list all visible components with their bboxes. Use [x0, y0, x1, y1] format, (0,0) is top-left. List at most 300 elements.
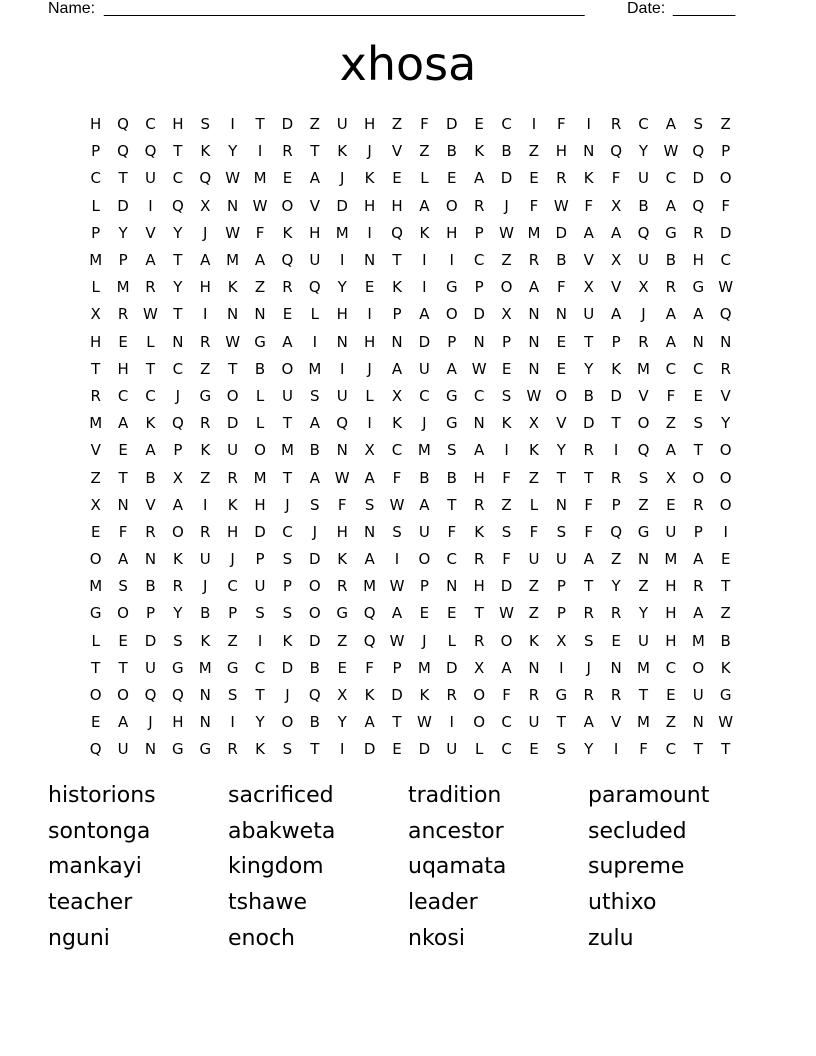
- grid-row: [82, 193, 740, 220]
- grid-letter: U: [665, 522, 677, 541]
- grid-letter: R: [473, 550, 485, 569]
- grid-letter: T: [310, 740, 320, 759]
- grid-letter: M: [198, 658, 212, 677]
- grid-letter: L: [365, 386, 374, 405]
- grid-letter: E: [666, 686, 676, 705]
- grid-letter: F: [611, 169, 621, 188]
- grid-letter: B: [200, 604, 211, 623]
- grid-letter: Y: [584, 740, 594, 759]
- grid-letter: Y: [173, 278, 183, 297]
- grid-letter: A: [665, 115, 677, 134]
- grid-letter: Q: [117, 142, 129, 161]
- grid-row: [82, 682, 740, 709]
- grid-letter: A: [364, 468, 375, 487]
- grid-letter: C: [665, 359, 677, 378]
- grid-letter: Z: [419, 142, 430, 161]
- grid-letter: O: [281, 359, 294, 378]
- grid-letter: D: [610, 386, 622, 405]
- grid-letter: X: [638, 278, 649, 297]
- grid-letter: K: [200, 441, 211, 460]
- grid-letter: E: [556, 332, 567, 351]
- grid-letter: A: [145, 251, 156, 270]
- grid-letter: I: [422, 278, 427, 297]
- grid-letter: K: [145, 414, 156, 433]
- grid-letter: T: [310, 142, 320, 161]
- grid-letter: R: [227, 468, 238, 487]
- grid-letter: O: [445, 196, 458, 215]
- grid-letter: J: [312, 522, 318, 541]
- grid-letter: V: [610, 713, 622, 732]
- grid-letter: Z: [391, 115, 403, 134]
- grid-letter: C: [665, 740, 677, 759]
- grid-letter: N: [144, 550, 157, 569]
- grid-letter: X: [610, 196, 622, 215]
- grid-letter: R: [282, 278, 293, 297]
- word-list-item: sacrificed: [228, 783, 334, 808]
- grid-letter: C: [665, 658, 677, 677]
- grid-letter: O: [500, 631, 513, 650]
- grid-letter: P: [392, 658, 402, 677]
- grid-letter: N: [254, 305, 266, 324]
- grid-letter: Z: [720, 115, 731, 134]
- grid-letter: N: [363, 522, 376, 541]
- grid-letter: H: [254, 495, 266, 514]
- grid-letter: R: [473, 495, 485, 514]
- grid-letter: A: [117, 713, 129, 732]
- grid-row: [82, 247, 740, 274]
- grid-letter: F: [584, 196, 594, 215]
- grid-row: [82, 655, 740, 682]
- grid-letter: T: [392, 713, 402, 732]
- grid-letter: A: [117, 414, 129, 433]
- grid-letter: Y: [228, 142, 238, 161]
- grid-letter: I: [367, 305, 372, 324]
- grid-letter: N: [610, 658, 622, 677]
- grid-letter: F: [420, 115, 429, 134]
- grid-row: [82, 165, 740, 192]
- grid-letter: F: [721, 196, 730, 215]
- grid-letter: R: [583, 686, 594, 705]
- grid-letter: U: [144, 658, 156, 677]
- grid-letter: Q: [281, 251, 294, 270]
- grid-letter: P: [228, 604, 238, 623]
- grid-letter: N: [692, 332, 704, 351]
- grid-letter: T: [638, 686, 649, 705]
- grid-letter: T: [255, 115, 265, 134]
- grid-letter: C: [665, 169, 677, 188]
- grid-letter: I: [203, 305, 208, 324]
- grid-letter: E: [392, 169, 402, 188]
- grid-letter: T: [118, 468, 128, 487]
- grid-letter: C: [638, 115, 649, 134]
- grid-letter: I: [394, 550, 400, 569]
- grid-letter: G: [445, 278, 458, 297]
- grid-letter: O: [418, 550, 431, 569]
- grid-letter: L: [91, 278, 100, 297]
- grid-row: [82, 111, 740, 138]
- grid-letter: E: [720, 550, 731, 569]
- grid-letter: B: [446, 468, 457, 487]
- grid-letter: T: [556, 468, 566, 487]
- grid-letter: R: [528, 686, 540, 705]
- grid-row: [82, 437, 740, 464]
- grid-letter: K: [172, 550, 183, 569]
- grid-letter: C: [473, 251, 485, 270]
- grid-letter: X: [583, 278, 594, 297]
- grid-letter: T: [173, 142, 183, 161]
- word-list-item: ancestor: [408, 818, 504, 844]
- word-list-item: teacher: [48, 890, 133, 916]
- grid-letter: T: [721, 577, 731, 596]
- grid-letter: C: [172, 169, 184, 188]
- grid-letter: J: [285, 495, 290, 514]
- grid-letter: D: [254, 522, 266, 541]
- grid-letter: N: [446, 577, 458, 596]
- grid-letter: E: [364, 278, 375, 297]
- grid-letter: A: [610, 223, 622, 242]
- grid-letter: I: [230, 713, 235, 732]
- grid-letter: R: [145, 278, 156, 297]
- grid-letter: A: [391, 359, 403, 378]
- grid-letter: A: [474, 169, 485, 188]
- grid-letter: M: [417, 441, 431, 460]
- grid-letter: R: [583, 604, 594, 623]
- grid-letter: W: [663, 142, 679, 161]
- grid-letter: U: [144, 169, 156, 188]
- grid-row: [82, 220, 740, 247]
- grid-letter: Q: [637, 441, 650, 460]
- grid-letter: S: [693, 414, 704, 433]
- grid-letter: U: [227, 441, 239, 460]
- grid-letter: V: [90, 441, 101, 460]
- grid-letter: P: [118, 251, 128, 270]
- grid-letter: A: [309, 414, 320, 433]
- grid-letter: J: [148, 713, 153, 732]
- grid-letter: O: [171, 522, 184, 541]
- grid-letter: R: [117, 305, 129, 324]
- grid-letter: A: [254, 251, 266, 270]
- grid-letter: T: [118, 658, 128, 677]
- grid-letter: C: [720, 251, 731, 270]
- grid-letter: K: [474, 142, 485, 161]
- grid-letter: F: [337, 495, 347, 514]
- grid-letter: U: [638, 169, 649, 188]
- grid-letter: D: [418, 740, 431, 759]
- grid-letter: J: [422, 414, 427, 433]
- grid-letter: T: [91, 359, 101, 378]
- grid-letter: L: [146, 332, 155, 351]
- grid-letter: R: [446, 686, 457, 705]
- worksheet-header: [48, 0, 748, 20]
- grid-letter: H: [692, 251, 704, 270]
- grid-letter: O: [254, 441, 266, 460]
- grid-row: [82, 329, 740, 356]
- grid-letter: K: [364, 169, 375, 188]
- grid-letter: U: [692, 686, 704, 705]
- grid-letter: Y: [721, 414, 731, 433]
- grid-letter: J: [504, 196, 509, 215]
- grid-letter: T: [392, 251, 402, 270]
- grid-letter: K: [501, 414, 512, 433]
- grid-letter: N: [528, 332, 540, 351]
- grid-letter: Q: [308, 686, 321, 705]
- grid-letter: R: [610, 686, 622, 705]
- name-label: Name:: [48, 0, 96, 17]
- grid-letter: E: [693, 386, 704, 405]
- grid-letter: E: [337, 658, 347, 677]
- grid-letter: J: [641, 305, 646, 324]
- grid-row: [82, 546, 740, 573]
- grid-letter: N: [363, 251, 376, 270]
- word-list-item: supreme: [588, 854, 685, 880]
- grid-letter: B: [583, 386, 594, 405]
- grid-letter: D: [555, 223, 568, 242]
- grid-letter: H: [363, 196, 376, 215]
- grid-letter: B: [665, 251, 677, 270]
- grid-letter: V: [610, 278, 622, 297]
- grid-letter: I: [531, 115, 537, 134]
- grid-letter: I: [449, 251, 454, 270]
- grid-letter: I: [312, 332, 318, 351]
- grid-letter: V: [145, 495, 156, 514]
- grid-letter: I: [257, 142, 263, 161]
- word-list-item: historions: [48, 783, 156, 808]
- grid-letter: F: [529, 196, 539, 215]
- grid-letter: U: [336, 386, 348, 405]
- grid-letter: G: [199, 386, 212, 405]
- grid-letter: U: [309, 251, 321, 270]
- grid-letter: A: [309, 468, 320, 487]
- grid-letter: C: [391, 441, 403, 460]
- grid-row: [82, 628, 740, 655]
- word-list-item: sontonga: [48, 818, 151, 844]
- grid-letter: A: [282, 332, 293, 351]
- grid-letter: U: [446, 740, 458, 759]
- grid-letter: K: [419, 686, 430, 705]
- grid-letter: P: [91, 142, 101, 161]
- grid-letter: C: [282, 522, 293, 541]
- grid-letter: X: [556, 631, 567, 650]
- grid-letter: K: [255, 740, 265, 759]
- grid-letter: K: [392, 414, 402, 433]
- grid-letter: N: [144, 740, 157, 759]
- grid-letter: J: [175, 386, 181, 405]
- grid-letter: J: [586, 658, 591, 677]
- puzzle-title: xhosa: [339, 37, 477, 91]
- grid-letter: T: [447, 495, 457, 514]
- grid-letter: T: [584, 468, 594, 487]
- grid-letter: W: [389, 577, 405, 596]
- grid-letter: V: [583, 251, 594, 270]
- grid-letter: L: [91, 196, 100, 215]
- grid-letter: N: [555, 305, 567, 324]
- grid-letter: H: [363, 332, 376, 351]
- grid-letter: D: [309, 550, 321, 569]
- grid-letter: C: [419, 386, 430, 405]
- grid-letter: H: [363, 115, 376, 134]
- grid-letter: Q: [363, 631, 376, 650]
- grid-letter: B: [638, 196, 649, 215]
- grid-letter: S: [693, 115, 704, 134]
- grid-letter: H: [665, 631, 677, 650]
- grid-letter: H: [172, 713, 184, 732]
- grid-letter: O: [500, 278, 513, 297]
- grid-letter: A: [583, 713, 594, 732]
- grid-letter: S: [173, 631, 183, 650]
- grid-letter: N: [227, 196, 239, 215]
- grid-letter: D: [281, 658, 294, 677]
- grid-letter: O: [692, 468, 705, 487]
- grid-letter: I: [723, 522, 728, 541]
- grid-letter: R: [227, 740, 238, 759]
- grid-letter: P: [502, 332, 512, 351]
- grid-letter: N: [637, 550, 650, 569]
- grid-letter: B: [309, 713, 320, 732]
- grid-letter: P: [419, 577, 429, 596]
- grid-letter: U: [528, 713, 540, 732]
- grid-letter: U: [418, 359, 430, 378]
- grid-letter: Q: [89, 740, 102, 759]
- grid-letter: N: [692, 713, 704, 732]
- grid-letter: G: [172, 658, 184, 677]
- grid-letter: Z: [665, 713, 677, 732]
- grid-letter: E: [666, 495, 676, 514]
- grid-letter: A: [501, 658, 512, 677]
- grid-letter: U: [555, 550, 567, 569]
- grid-letter: E: [529, 169, 539, 188]
- grid-letter: T: [584, 577, 594, 596]
- grid-letter: B: [446, 142, 457, 161]
- grid-letter: A: [391, 604, 403, 623]
- grid-letter: T: [693, 740, 703, 759]
- grid-letter: S: [310, 495, 320, 514]
- grid-letter: S: [118, 577, 128, 596]
- grid-letter: Y: [255, 713, 265, 732]
- grid-letter: N: [336, 441, 348, 460]
- grid-letter: A: [693, 305, 704, 324]
- grid-letter: H: [309, 223, 321, 242]
- grid-letter: C: [172, 359, 184, 378]
- grid-letter: A: [528, 278, 540, 297]
- grid-letter: O: [308, 604, 321, 623]
- grid-letter: I: [586, 115, 591, 134]
- grid-letter: R: [528, 251, 540, 270]
- grid-letter: E: [529, 740, 539, 759]
- grid-letter: F: [255, 223, 265, 242]
- grid-letter: M: [363, 577, 377, 596]
- grid-letter: O: [555, 386, 568, 405]
- grid-letter: D: [336, 196, 348, 215]
- grid-letter: M: [691, 631, 705, 650]
- grid-letter: D: [281, 115, 294, 134]
- grid-letter: Z: [528, 577, 540, 596]
- grid-letter: W: [225, 169, 241, 188]
- grid-letter: R: [638, 332, 649, 351]
- grid-letter: I: [504, 441, 509, 460]
- grid-letter: K: [419, 223, 430, 242]
- grid-letter: R: [200, 522, 211, 541]
- grid-letter: T: [474, 604, 484, 623]
- grid-letter: N: [473, 414, 485, 433]
- grid-row: [82, 736, 740, 763]
- grid-letter: M: [116, 278, 130, 297]
- grid-letter: R: [720, 359, 731, 378]
- grid-letter: Z: [501, 495, 512, 514]
- grid-letter: I: [148, 196, 153, 215]
- grid-letter: Q: [144, 686, 157, 705]
- grid-letter: H: [391, 196, 403, 215]
- grid-letter: A: [446, 359, 457, 378]
- grid-letter: G: [336, 604, 349, 623]
- grid-letter: Y: [337, 278, 347, 297]
- grid-letter: O: [719, 169, 732, 188]
- grid-row: [82, 573, 740, 600]
- grid-letter: A: [419, 196, 430, 215]
- grid-letter: B: [145, 577, 156, 596]
- grid-letter: Y: [611, 577, 621, 596]
- grid-letter: Q: [719, 305, 732, 324]
- grid-letter: I: [257, 631, 263, 650]
- grid-letter: O: [89, 686, 102, 705]
- grid-letter: K: [529, 441, 539, 460]
- grid-letter: R: [693, 495, 704, 514]
- grid-letter: N: [528, 305, 540, 324]
- grid-letter: L: [255, 386, 265, 405]
- grid-letter: Z: [610, 550, 622, 569]
- grid-letter: K: [337, 142, 348, 161]
- grid-letter: A: [364, 713, 375, 732]
- grid-letter: K: [282, 631, 293, 650]
- grid-letter: Z: [227, 631, 238, 650]
- grid-letter: R: [172, 577, 184, 596]
- grid-letter: E: [282, 169, 293, 188]
- grid-letter: P: [282, 577, 292, 596]
- grid-letter: X: [90, 495, 101, 514]
- grid-letter: F: [392, 468, 402, 487]
- grid-letter: R: [610, 115, 622, 134]
- grid-letter: T: [584, 332, 594, 351]
- grid-letter: F: [365, 658, 374, 677]
- grid-letter: W: [389, 495, 405, 514]
- word-list-item: uthixo: [588, 890, 657, 916]
- grid-letter: Y: [337, 713, 347, 732]
- grid-letter: T: [556, 713, 566, 732]
- grid-letter: E: [419, 604, 430, 623]
- grid-letter: D: [144, 631, 157, 650]
- grid-letter: Z: [501, 251, 512, 270]
- grid-letter: T: [173, 251, 183, 270]
- grid-letter: Q: [363, 604, 376, 623]
- grid-letter: X: [200, 196, 211, 215]
- grid-row: [82, 356, 740, 383]
- word-list-item: nkosi: [408, 925, 465, 951]
- grid-letter: V: [309, 196, 320, 215]
- grid-letter: C: [501, 115, 512, 134]
- grid-letter: R: [282, 142, 293, 161]
- grid-letter: X: [610, 251, 622, 270]
- grid-letter: M: [527, 223, 541, 242]
- grid-letter: X: [501, 305, 512, 324]
- grid-letter: O: [308, 577, 321, 596]
- grid-letter: M: [637, 658, 650, 677]
- grid-letter: O: [692, 658, 705, 677]
- grid-letter: D: [363, 740, 376, 759]
- grid-letter: D: [418, 332, 431, 351]
- grid-letter: A: [693, 550, 704, 569]
- grid-letter: D: [391, 686, 403, 705]
- grid-letter: U: [638, 631, 649, 650]
- date-field-line: _______: [673, 0, 736, 17]
